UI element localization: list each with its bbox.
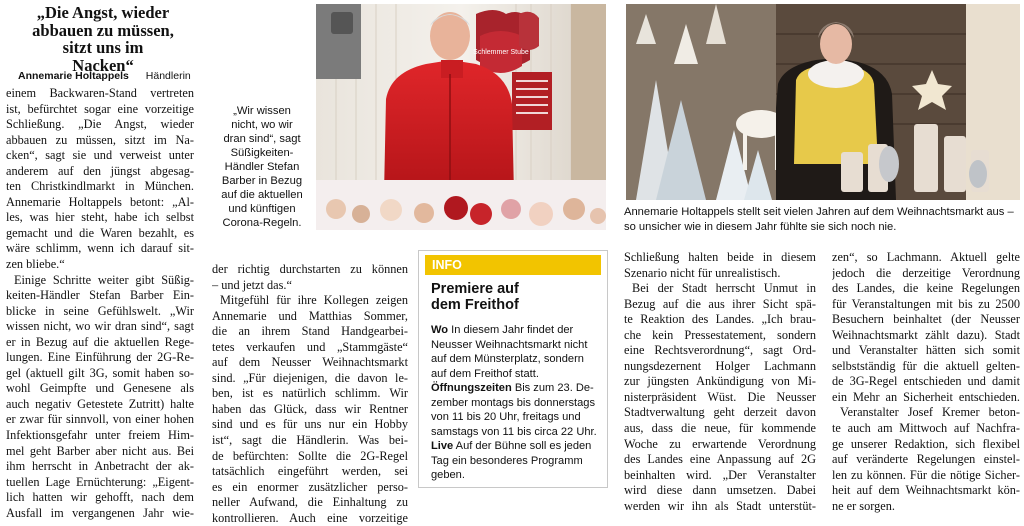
info-body bbox=[431, 323, 603, 483]
text-line: len zu können. Für die nötige Sicher- bbox=[832, 467, 1020, 482]
text-line: aus, dass die neue, für kommende bbox=[624, 421, 816, 436]
text-line: auf veränderte Regelungen einstel- bbox=[832, 452, 1020, 467]
text-line: es ein enormer zusätzlicher perso- bbox=[212, 479, 408, 494]
info-text: Tag ein besonderes Programm bbox=[431, 454, 583, 467]
text-line: che kein Pressestatement, sondern bbox=[624, 327, 816, 342]
text-line: Veranstalter Josef Kremer beton- bbox=[840, 405, 1020, 420]
quote-line: Süßigkeiten- bbox=[230, 147, 294, 159]
text-line: – und jetzt das.“ bbox=[212, 277, 292, 292]
text-column-5 bbox=[832, 250, 1020, 514]
text-line: Woche zu erwartende Verordnung bbox=[624, 436, 816, 451]
text-line: heit auf dem Weihnachtsmarkt kön- bbox=[832, 483, 1020, 498]
text-line: ne er sorgen. bbox=[832, 498, 895, 513]
info-text: Neusser Weihnachtsmarkt nicht bbox=[431, 338, 588, 351]
text-line: keiten-Händler Stefan Barber Ein- bbox=[6, 288, 194, 303]
text-line: werden wir ihn als Stadt unterstüt- bbox=[624, 498, 816, 513]
photo-sweets-vendor-image bbox=[316, 4, 606, 230]
author-role: Händlerin bbox=[145, 70, 191, 82]
info-body-line bbox=[431, 367, 603, 382]
text-line: Bezug auf die aus ihrer Sicht spä- bbox=[624, 296, 816, 311]
quote-line: Corona-Regeln. bbox=[222, 217, 302, 229]
text-line: wissen nicht, wo wir dran sind“, sagt bbox=[6, 319, 194, 334]
text-line: tatsächlich eingeführt werden, sei bbox=[212, 464, 408, 479]
info-body-line bbox=[431, 338, 603, 353]
text-line: ihm herrscht in Anbetracht der ak- bbox=[6, 459, 194, 474]
sign-text: Schlemmer Stube bbox=[473, 49, 529, 56]
text-line: für Veranstaltungen mit bis zu 2500 bbox=[832, 296, 1020, 311]
text-line: zur jüngsten Ankündigung von Mi- bbox=[624, 374, 816, 389]
text-line: cken“, sagt sie und verweist unter bbox=[6, 148, 194, 163]
text-line: de befürchten: Sollte die 2G-Regel bbox=[212, 448, 408, 463]
info-body-line bbox=[431, 396, 603, 411]
text-line: ist“, sagt die Händlerin. Was bei- bbox=[212, 433, 408, 448]
info-body-line bbox=[431, 454, 603, 469]
text-line: tetes verkaufen und „Stammgäste“ bbox=[212, 339, 408, 354]
text-line: lich hatten wir gehofft, nach dem bbox=[6, 490, 194, 505]
caption-line: Annemarie Holtappels stellt seit vielen Jahren auf dem Weihnachtsmarkt aus – bbox=[624, 206, 1014, 218]
text-line: zen“, so Lachmann. Aktuell gelte bbox=[832, 250, 1020, 264]
info-text: samstags von 11 bis circa 22 Uhr. bbox=[431, 425, 597, 438]
text-column-1 bbox=[6, 86, 194, 521]
photo-handicraft-vendor bbox=[626, 4, 1020, 200]
photo-sweets-vendor bbox=[316, 4, 606, 230]
headline-line: abbauen zu müssen, bbox=[32, 21, 174, 39]
text-line: ge unserer Redaktion, sich flexibel bbox=[832, 436, 1020, 451]
info-text: auf dem Münsterplatz, sondern bbox=[431, 353, 584, 365]
text-line: neller Aufwand, die Einhaltung zu bbox=[212, 495, 408, 510]
text-line: anderem auf den jüngst abgesag- bbox=[6, 163, 194, 178]
text-line: jedoch die derzeitige Verordnung bbox=[832, 265, 1020, 280]
text-line: er zwar für sinnvoll, von einer hohen bbox=[6, 412, 194, 427]
text-line: des Landes, die keine Regelungen bbox=[832, 281, 1020, 296]
text-line: ist, befürchtet sogar eine vorzeitige bbox=[6, 101, 194, 116]
text-line: beinhalten wird. „Der Veranstalter bbox=[624, 467, 816, 482]
headline-line: „Die Angst, wieder bbox=[36, 4, 170, 22]
info-body-line bbox=[431, 410, 603, 425]
text-line: haben das Glück, dass wir Rentner bbox=[212, 401, 408, 416]
text-line: zen bliebe.“ bbox=[6, 257, 65, 272]
text-line: te auch am Mittwoch auf Nachfra- bbox=[832, 421, 1020, 436]
text-line: Annemarie Holtappels betont: „Al- bbox=[6, 194, 194, 209]
text-line: tuellen Lage Ernüchterung: „Eigent- bbox=[6, 474, 194, 489]
text-line: kontrollieren. Auch eine vorzeitige bbox=[212, 510, 408, 525]
text-line: Stadtverwaltung geht derzeit davon bbox=[624, 405, 816, 420]
text-line: sind. „Für diejenigen, die davon le- bbox=[212, 370, 408, 385]
info-body-line bbox=[431, 381, 603, 396]
info-text: Bis zum 23. De- bbox=[511, 382, 594, 394]
photo-handicraft-vendor-image bbox=[626, 4, 1020, 200]
info-body-line bbox=[431, 439, 603, 454]
text-line: wohl Geimpfte und Genesene als bbox=[6, 381, 194, 396]
author-name: Annemarie Holtappels bbox=[18, 70, 129, 82]
info-title bbox=[431, 281, 601, 313]
text-line: selbstständig für die aktuell gelten- bbox=[832, 358, 1020, 373]
article-headline bbox=[18, 4, 188, 74]
text-line: gemacht und die Waren bezahlt, es bbox=[6, 225, 194, 240]
author-byline bbox=[18, 70, 208, 82]
text-line: mel geht Barber aber nicht aus. Bei bbox=[6, 443, 194, 458]
text-line: abbauen zu müssen, sitzt im Na- bbox=[6, 132, 194, 147]
quote-line: Barber in Bezug bbox=[221, 175, 303, 187]
text-line: ein Mehr an Sicherheit entschieden. bbox=[832, 389, 1020, 404]
quote-line: dran sind“, sagt bbox=[223, 133, 301, 145]
text-column-4 bbox=[624, 250, 816, 514]
text-line: sind und es für uns nur ein Hobby bbox=[212, 417, 408, 432]
text-line: Schließung. „Die Angst, wieder bbox=[6, 117, 194, 132]
text-line: wird diese dann umsetzen. Dabei bbox=[624, 483, 816, 498]
text-line: ben, ist es natürlich schlimm. Wir bbox=[212, 386, 408, 401]
text-line: der richtig durchstarten zu können bbox=[212, 262, 408, 276]
text-line: wäre schlimm, wenn ich darauf sit- bbox=[6, 241, 194, 256]
info-text: geben. bbox=[431, 469, 465, 481]
info-label: Wo bbox=[431, 324, 449, 336]
text-line: nungsdezernent Holger Lachmann bbox=[624, 358, 816, 373]
quote-line: nicht, wo wir bbox=[231, 119, 293, 131]
info-text: auf dem Freithof statt. bbox=[431, 367, 539, 380]
text-line: Schließung halten beide in diesem bbox=[624, 250, 816, 264]
info-text: In diesem Jahr findet der bbox=[448, 324, 574, 336]
quote-line: Händler Stefan bbox=[224, 161, 300, 173]
text-line: Annemarie und Matthias Sommer, bbox=[212, 308, 408, 323]
text-line: les, was hier steht, habe ich selbst bbox=[6, 210, 194, 225]
info-body-line bbox=[431, 352, 603, 367]
text-line: de 3G-Regel entschieden und damit bbox=[832, 374, 1020, 389]
photo-caption bbox=[624, 205, 1022, 234]
text-line: auch negativ Getestete Zutritt) halte bbox=[6, 396, 194, 411]
info-tag: INFO bbox=[425, 255, 601, 275]
text-line: Weihnachtsmarkt zählt dazu). Stadt bbox=[832, 327, 1020, 342]
text-line: die an ihrem Stand Handgearbei- bbox=[212, 324, 408, 339]
text-line: Besuchern beinhaltet (der Neusser bbox=[832, 312, 1020, 327]
text-line: auf dem Neusser Weihnachtsmarkt bbox=[212, 355, 408, 370]
text-line: und Veranstalter hätten sich somit bbox=[832, 343, 1020, 358]
quote-line: „Wir wissen bbox=[233, 105, 291, 117]
text-column-2 bbox=[212, 262, 408, 526]
info-label: Live bbox=[431, 440, 454, 452]
quote-line: und künftigen bbox=[228, 203, 296, 215]
info-label: Öffnungszeiten bbox=[431, 382, 512, 394]
text-line: Szenario nicht für unrealistisch. bbox=[624, 265, 781, 280]
text-line: Mitgefühl für ihre Kollegen zeigen bbox=[220, 293, 408, 308]
text-line: eine Rechtsverordnung“, sagt Ord- bbox=[624, 343, 816, 358]
pull-quote bbox=[216, 104, 308, 230]
info-box bbox=[418, 250, 608, 488]
text-line: Einige Schritte weiter gibt Süßig- bbox=[14, 272, 194, 287]
headline-line: sitzt uns im bbox=[62, 39, 144, 57]
text-line: lungen. Eine Einführung der 2G-Re- bbox=[6, 350, 194, 365]
info-body-line bbox=[431, 468, 603, 483]
info-body-line bbox=[431, 425, 603, 440]
text-line: des Landes eine Anpassung auf 2G bbox=[624, 452, 816, 467]
text-line: ten Christkindlmarkt in München. bbox=[6, 179, 194, 194]
quote-line: auf die aktuellen bbox=[221, 189, 303, 201]
caption-line: so unsicher wie in diesem Jahr fühlte sie sich noch nie. bbox=[624, 220, 897, 233]
text-line: Infektionsgefahr unter freiem Him- bbox=[6, 428, 194, 443]
info-text: von 11 bis 20 Uhr, freitags und bbox=[431, 411, 581, 423]
text-line: blicke in seine Gefühlswelt. „Wir bbox=[6, 303, 194, 318]
info-text: zember montags bis donnerstags bbox=[431, 396, 596, 409]
info-title-line: Premiere auf bbox=[431, 281, 519, 297]
text-line: gel (aktuell gilt 3G, somit haben so- bbox=[6, 365, 194, 380]
text-line: Ausfall im vergangenen Jahr wie- bbox=[6, 505, 194, 520]
text-line: einem Backwaren-Stand vertreten bbox=[6, 86, 194, 100]
info-title-line: dem Freithof bbox=[431, 297, 519, 313]
info-text: Auf der Bühne soll es jeden bbox=[453, 440, 592, 452]
text-line: er in Bezug auf die aktuellen Rege- bbox=[6, 334, 194, 349]
text-line: nisterpräsident Wüst. Die Neusser bbox=[624, 389, 816, 404]
headline-line: Nacken“ bbox=[72, 56, 134, 74]
text-line: Bei der Stadt herrscht Unmut in bbox=[632, 281, 816, 296]
info-body-line bbox=[431, 323, 603, 338]
text-line: te Reaktion des Landes. „Ich brau- bbox=[624, 312, 816, 327]
